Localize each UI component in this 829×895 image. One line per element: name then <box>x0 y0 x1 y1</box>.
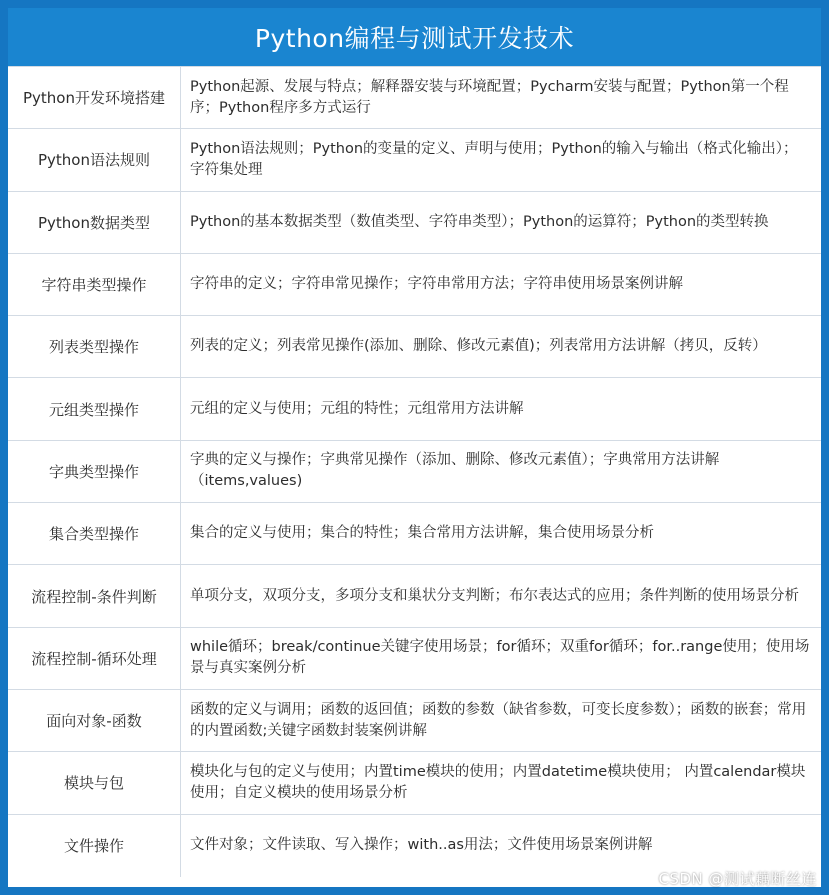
content-cell: Python起源、发展与特点；解释器安装与环境配置；Pycharm安装与配置；Python第一个程序；Python程序多方式运行 <box>190 78 789 116</box>
course-table <box>8 66 821 877</box>
table-row <box>8 752 821 814</box>
table-row <box>8 378 821 440</box>
content-cell: 文件对象；文件读取、写入操作；with..as用法；文件使用场景案例讲解 <box>190 837 653 854</box>
content-cell: 单项分支，双项分支，多项分支和巢状分支判断；布尔表达式的应用；条件判断的使用场景分析 <box>190 587 799 604</box>
table-row <box>8 192 821 254</box>
topic-cell: 文件操作 <box>8 815 181 877</box>
topic-cell: 模块与包 <box>8 752 181 813</box>
content-cell: 元组的定义与使用；元组的特性；元组常用方法讲解 <box>190 400 524 417</box>
topic-cell: 集合类型操作 <box>8 503 181 564</box>
content-cell: while循环；break/continue关键字使用场景；for循环；双重for循环；for..range使用；使用场景与真实案例分析 <box>190 639 810 677</box>
topic-cell: 列表类型操作 <box>8 316 181 377</box>
content-cell: Python的基本数据类型（数值类型、字符串类型）；Python的运算符；Python的类型转换 <box>190 213 769 230</box>
content-cell: 模块化与包的定义与使用；内置time模块的使用；内置datetime模块使用； 内置calendar模块使用；自定义模块的使用场景分析 <box>190 763 806 801</box>
table-row <box>8 690 821 752</box>
topic-cell: 元组类型操作 <box>8 378 181 439</box>
table-title: Python编程与测试开发技术 <box>8 8 821 66</box>
content-cell: 字典的定义与操作；字典常见操作（添加、删除、修改元素值）；字典常用方法讲解（items,values) <box>190 452 720 490</box>
table-row <box>8 565 821 627</box>
topic-cell: 流程控制-循环处理 <box>8 628 181 689</box>
topic-cell: Python数据类型 <box>8 192 181 253</box>
table-row <box>8 129 821 191</box>
course-table-frame <box>8 8 821 887</box>
topic-cell: 字典类型操作 <box>8 441 181 502</box>
topic-cell: Python开发环境搭建 <box>8 67 181 128</box>
table-row <box>8 441 821 503</box>
topic-cell: 面向对象-函数 <box>8 690 181 751</box>
content-cell: 集合的定义与使用；集合的特性；集合常用方法讲解，集合使用场景分析 <box>190 525 654 542</box>
content-cell: 字符串的定义；字符串常见操作；字符串常用方法；字符串使用场景案例讲解 <box>190 276 683 293</box>
table-row <box>8 254 821 316</box>
table-row <box>8 67 821 129</box>
topic-cell: 流程控制-条件判断 <box>8 565 181 626</box>
table-row <box>8 316 821 378</box>
csdn-watermark: CSDN @测试藕断丝连 <box>658 870 817 888</box>
table-row <box>8 628 821 690</box>
table-row <box>8 503 821 565</box>
content-cell: 函数的定义与调用；函数的返回值；函数的参数（缺省参数，可变长度参数）；函数的嵌套；常用的内置函数;关键字函数封装案例讲解 <box>190 701 807 739</box>
content-cell: 列表的定义；列表常见操作(添加、删除、修改元素值)；列表常用方法讲解（拷贝，反转） <box>190 338 767 355</box>
content-cell: Python语法规则；Python的变量的定义、声明与使用；Python的输入与输出（格式化输出）；字符集处理 <box>190 140 798 178</box>
topic-cell: 字符串类型操作 <box>8 254 181 315</box>
topic-cell: Python语法规则 <box>8 129 181 190</box>
